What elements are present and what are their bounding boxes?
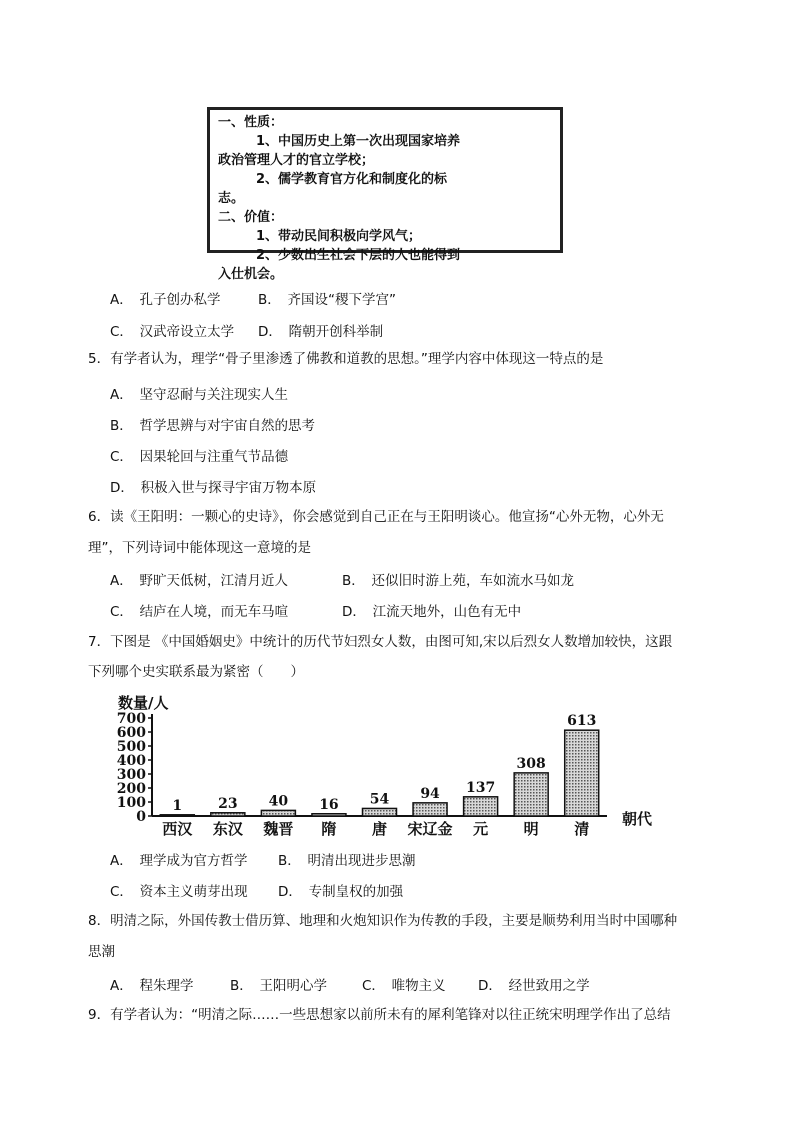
q7-stem-line1: 7．下图是 《中国婚姻史》中统计的历代节妇烈女人数，由图可知,宋以后烈女人数增加较快，这跟 — [88, 634, 673, 650]
box-line: 2、少数出生社会下层的人也能得到 — [256, 248, 461, 263]
q4-option-c: C． 汉武帝设立太学 — [110, 324, 235, 340]
y-tick-label: 100 — [116, 795, 146, 811]
y-axis-label: 数量/人 — [118, 694, 169, 712]
data-label: 137 — [465, 779, 496, 796]
q7-option-d: D． 专制皇权的加强 — [278, 884, 404, 900]
box-line: 1、中国历史上第一次出现国家培养 — [256, 134, 461, 149]
y-tick-label: 400 — [116, 753, 146, 769]
bar — [363, 808, 397, 816]
bar — [514, 773, 548, 816]
q7-option-c: C． 资本主义萌芽出现 — [110, 884, 248, 900]
category-label: 宋辽金 — [407, 820, 453, 838]
bar — [261, 810, 295, 816]
box-line: 1、带动民间积极向学风气； — [256, 229, 422, 244]
bar — [160, 815, 194, 816]
box-line: 2、儒学教育官方化和制度化的标 — [256, 172, 448, 187]
bar — [565, 730, 599, 816]
bar — [413, 803, 447, 816]
q8-stem-line1: 8．明清之际，外国传教士借历算、地理和火炮知识作为传教的手段，主要是顺势利用当时中国哪种 — [88, 913, 678, 929]
q6-option-c: C． 结庐在人境，而无车马喧 — [110, 604, 289, 620]
y-tick-label: 500 — [116, 739, 146, 755]
q5-option-a: A． 坚守忍耐与关注现实人生 — [110, 387, 288, 403]
q6-option-b: B． 还似旧时游上苑，车如流水马如龙 — [342, 573, 575, 589]
category-label: 西汉 — [162, 820, 193, 838]
q6-option-d: D． 江流天地外，山色有无中 — [342, 604, 522, 620]
q6-stem-line1: 6．读《王阳明：一颗心的史诗》，你会感觉到自己正在与王阳明谈心。他宣扬“心外无物，心外无 — [88, 509, 664, 525]
q8-option-c: C． 唯物主义 — [362, 978, 446, 994]
q6-stem-line2: 理”，下列诗词中能体现这一意境的是 — [88, 540, 311, 556]
data-label: 308 — [516, 755, 546, 772]
category-label: 明 — [523, 820, 539, 838]
bar — [211, 813, 245, 816]
data-label: 94 — [420, 785, 440, 802]
box-line: 志。 — [218, 191, 245, 206]
q6-option-a: A． 野旷天低树，江清月近人 — [110, 573, 288, 589]
q7-stem-line2: 下列哪个史实联系最为紧密（ ） — [88, 664, 304, 680]
data-label: 54 — [369, 791, 390, 808]
q5-option-b: B． 哲学思辨与对宇宙自然的思考 — [110, 418, 316, 434]
category-label: 东汉 — [212, 820, 243, 838]
data-label: 1 — [172, 797, 183, 814]
category-label: 元 — [473, 820, 489, 838]
category-label: 隋 — [321, 820, 337, 838]
q8-option-a: A． 程朱理学 — [110, 978, 194, 994]
q5-option-d: D． 积极入世与探寻宇宙万物本原 — [110, 480, 317, 496]
y-tick-label: 700 — [116, 711, 146, 727]
category-label: 唐 — [371, 820, 388, 838]
info-box — [207, 107, 563, 282]
box-line: 一、性质： — [218, 115, 284, 130]
category-label: 魏晋 — [263, 820, 294, 838]
box-line: 政治管理人才的官立学校； — [218, 153, 375, 168]
x-axis-label: 朝代 — [622, 810, 653, 828]
y-tick-label: 300 — [116, 767, 146, 783]
q8-option-d: D． 经世致用之学 — [478, 978, 590, 994]
q7-option-b: B． 明清出现进步思潮 — [278, 853, 416, 869]
data-label: 40 — [268, 793, 289, 810]
q4-option-d: D． 隋朝开创科举制 — [258, 324, 384, 340]
q5-option-c: C． 因果轮回与注重气节品德 — [110, 449, 289, 465]
category-label: 清 — [574, 820, 590, 838]
box-line: 入仕机会。 — [218, 267, 284, 282]
y-tick-label: 0 — [136, 809, 146, 825]
y-tick-label: 600 — [116, 725, 146, 741]
box-line: 二、价值： — [218, 210, 284, 225]
bar-chart — [110, 690, 670, 840]
data-label: 16 — [319, 796, 339, 813]
y-tick-label: 200 — [116, 781, 146, 797]
q9-stem-line1: 9．有学者认为：“明清之际……一些思想家以前所未有的犀利笔锋对以往正统宋明理学作出了总结 — [88, 1007, 671, 1023]
q5-stem: 5．有学者认为，理学“骨子里渗透了佛教和道教的思想。”理学内容中体现这一特点的是 — [88, 351, 604, 367]
bar — [464, 797, 498, 816]
q7-option-a: A． 理学成为官方哲学 — [110, 853, 248, 869]
q8-stem-line2: 思潮 — [88, 944, 115, 960]
q4-option-b: B． 齐国设“稷下学宫” — [258, 292, 396, 308]
data-label: 23 — [218, 795, 238, 812]
data-label: 613 — [567, 713, 597, 730]
q4-option-a: A． 孔子创办私学 — [110, 292, 221, 308]
bar — [312, 814, 346, 816]
q8-option-b: B． 王阳明心学 — [230, 978, 328, 994]
